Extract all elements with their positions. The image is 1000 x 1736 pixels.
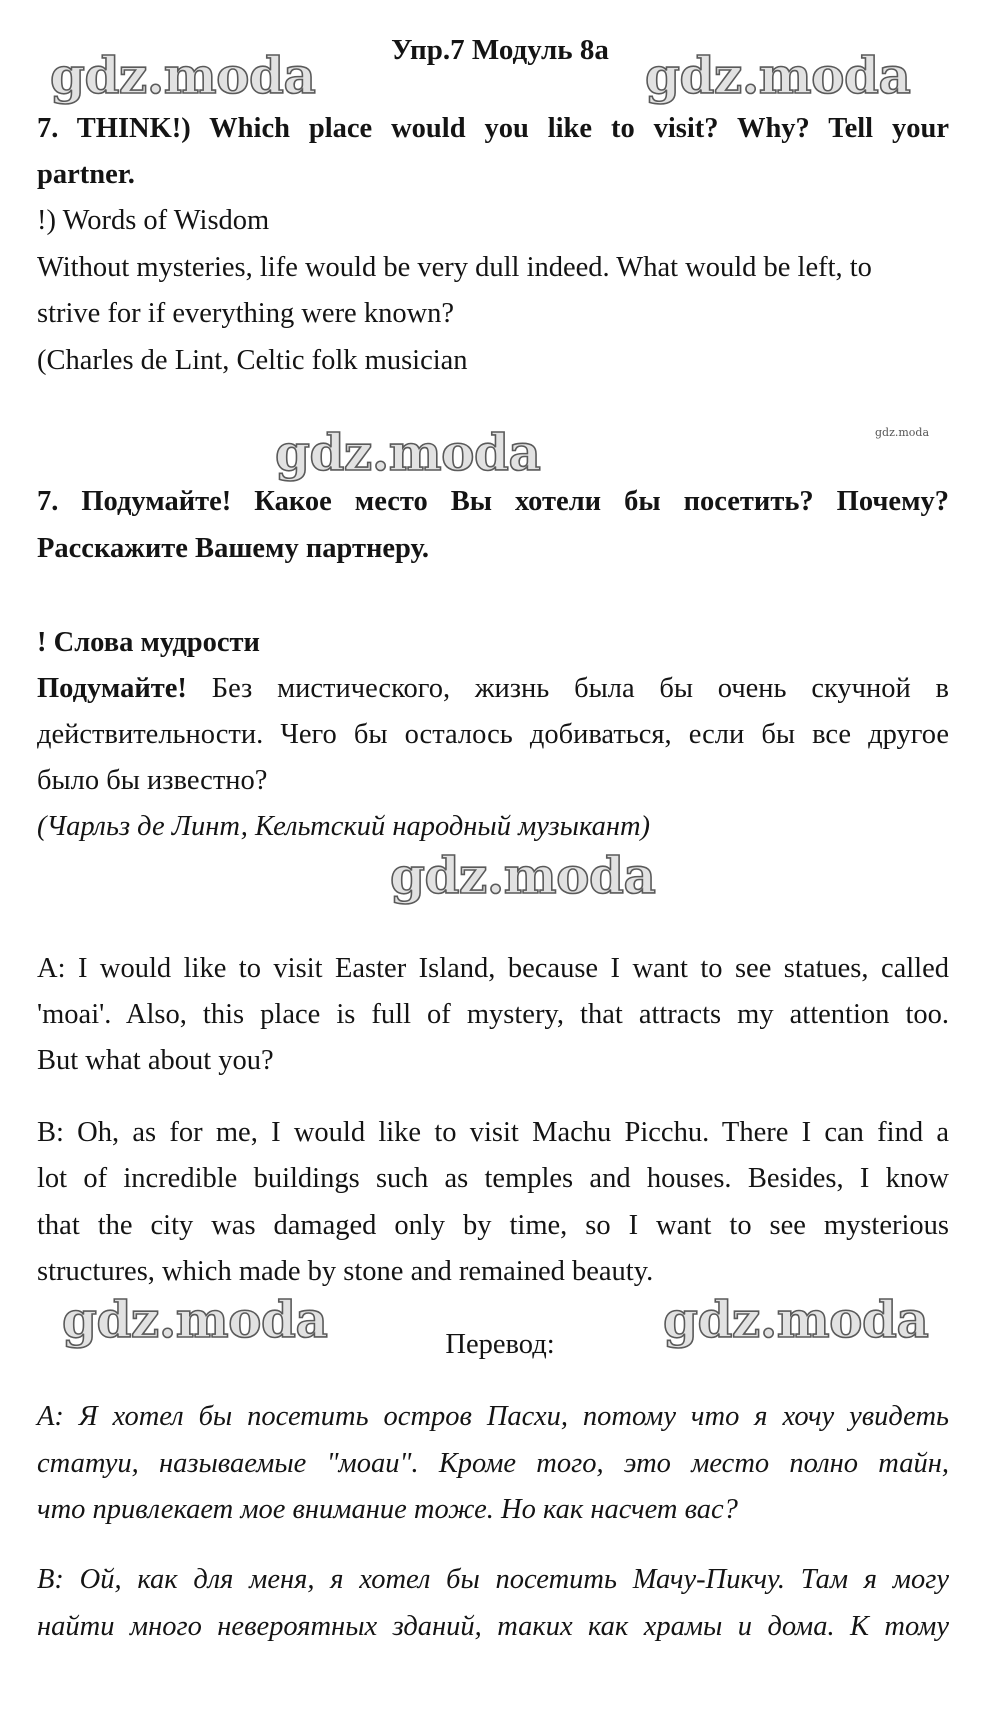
- watermark-logo: gdz.moda: [390, 846, 656, 905]
- dialogue-en-line: But what about you?: [37, 1045, 274, 1076]
- english-wisdom-title: !) Words of Wisdom: [37, 205, 270, 236]
- english-quote-attribution: (Charles de Lint, Celtic folk musician: [37, 345, 468, 376]
- dialogue-en-line: B: Oh, as for me, I would like to visit Machu Picchu. There I can find a: [37, 1117, 949, 1148]
- dialogue-en-line: that the city was damaged only by time, so I want to see mysterious: [37, 1210, 949, 1241]
- watermark-small: gdz.moda: [875, 426, 930, 439]
- dialogue-ru-line: что привлекает мое внимание тоже. Но как насчет вас?: [37, 1494, 738, 1525]
- russian-quote-lead: Подумайте!: [37, 673, 187, 704]
- dialogue-ru-line: В: Ой, как для меня, я хотел бы посетить Мачу-Пикчу. Там я могу: [37, 1564, 949, 1595]
- dialogue-en-line: A: I would like to visit Easter Island, because I want to see statues, called: [37, 953, 949, 984]
- english-quote-line: Without mysteries, life would be very dull indeed. What would be left, to: [37, 252, 872, 283]
- dialogue-ru-line: А: Я хотел бы посетить остров Пасхи, потому что я хочу увидеть: [37, 1401, 949, 1432]
- english-task-heading: 7. THINK!) Which place would you like to visit? Why? Tell your: [37, 113, 949, 144]
- dialogue-en-line: structures, which made by stone and remained beauty.: [37, 1256, 654, 1287]
- watermark-logo: gdz.moda: [275, 423, 541, 482]
- russian-task-heading: 7. Подумайте! Какое место Вы хотели бы посетить? Почему?: [37, 486, 949, 517]
- english-task-heading-cont: partner.: [37, 159, 135, 190]
- page-header: Упр.7 Модуль 8а: [391, 34, 609, 66]
- translation-label: Перевод:: [445, 1329, 555, 1360]
- russian-task-heading-cont: Расскажите Вашему партнеру.: [37, 533, 430, 564]
- watermark-logo: gdz.moda: [62, 1290, 328, 1349]
- russian-quote-line: действительности. Чего бы осталось добиваться, если бы все другое: [37, 719, 949, 750]
- english-quote-line: strive for if everything were known?: [37, 298, 455, 329]
- dialogue-en-line: 'moai'. Also, this place is full of mystery, that attracts my attention too.: [37, 999, 949, 1030]
- russian-quote-line: [37, 666, 949, 712]
- watermark-logo: gdz.moda: [663, 1290, 929, 1349]
- russian-quote-line: было бы известно?: [37, 765, 268, 796]
- russian-quote-text: Без мистического, жизнь была бы очень скучной в: [186, 673, 949, 704]
- russian-wisdom-title: ! Слова мудрости: [37, 627, 260, 658]
- watermark-logo: gdz.moda: [50, 46, 316, 105]
- dialogue-ru-line: статуи, называемые "моаи". Кроме того, это место полно тайн,: [37, 1448, 949, 1479]
- dialogue-ru-line: найти много невероятных зданий, таких как храмы и дома. К тому: [37, 1611, 949, 1642]
- watermark-logo: gdz.moda: [645, 46, 911, 105]
- russian-quote-attribution: (Чарльз де Линт, Кельтский народный музыкант): [37, 811, 651, 842]
- dialogue-en-line: lot of incredible buildings such as temples and houses. Besides, I know: [37, 1163, 949, 1194]
